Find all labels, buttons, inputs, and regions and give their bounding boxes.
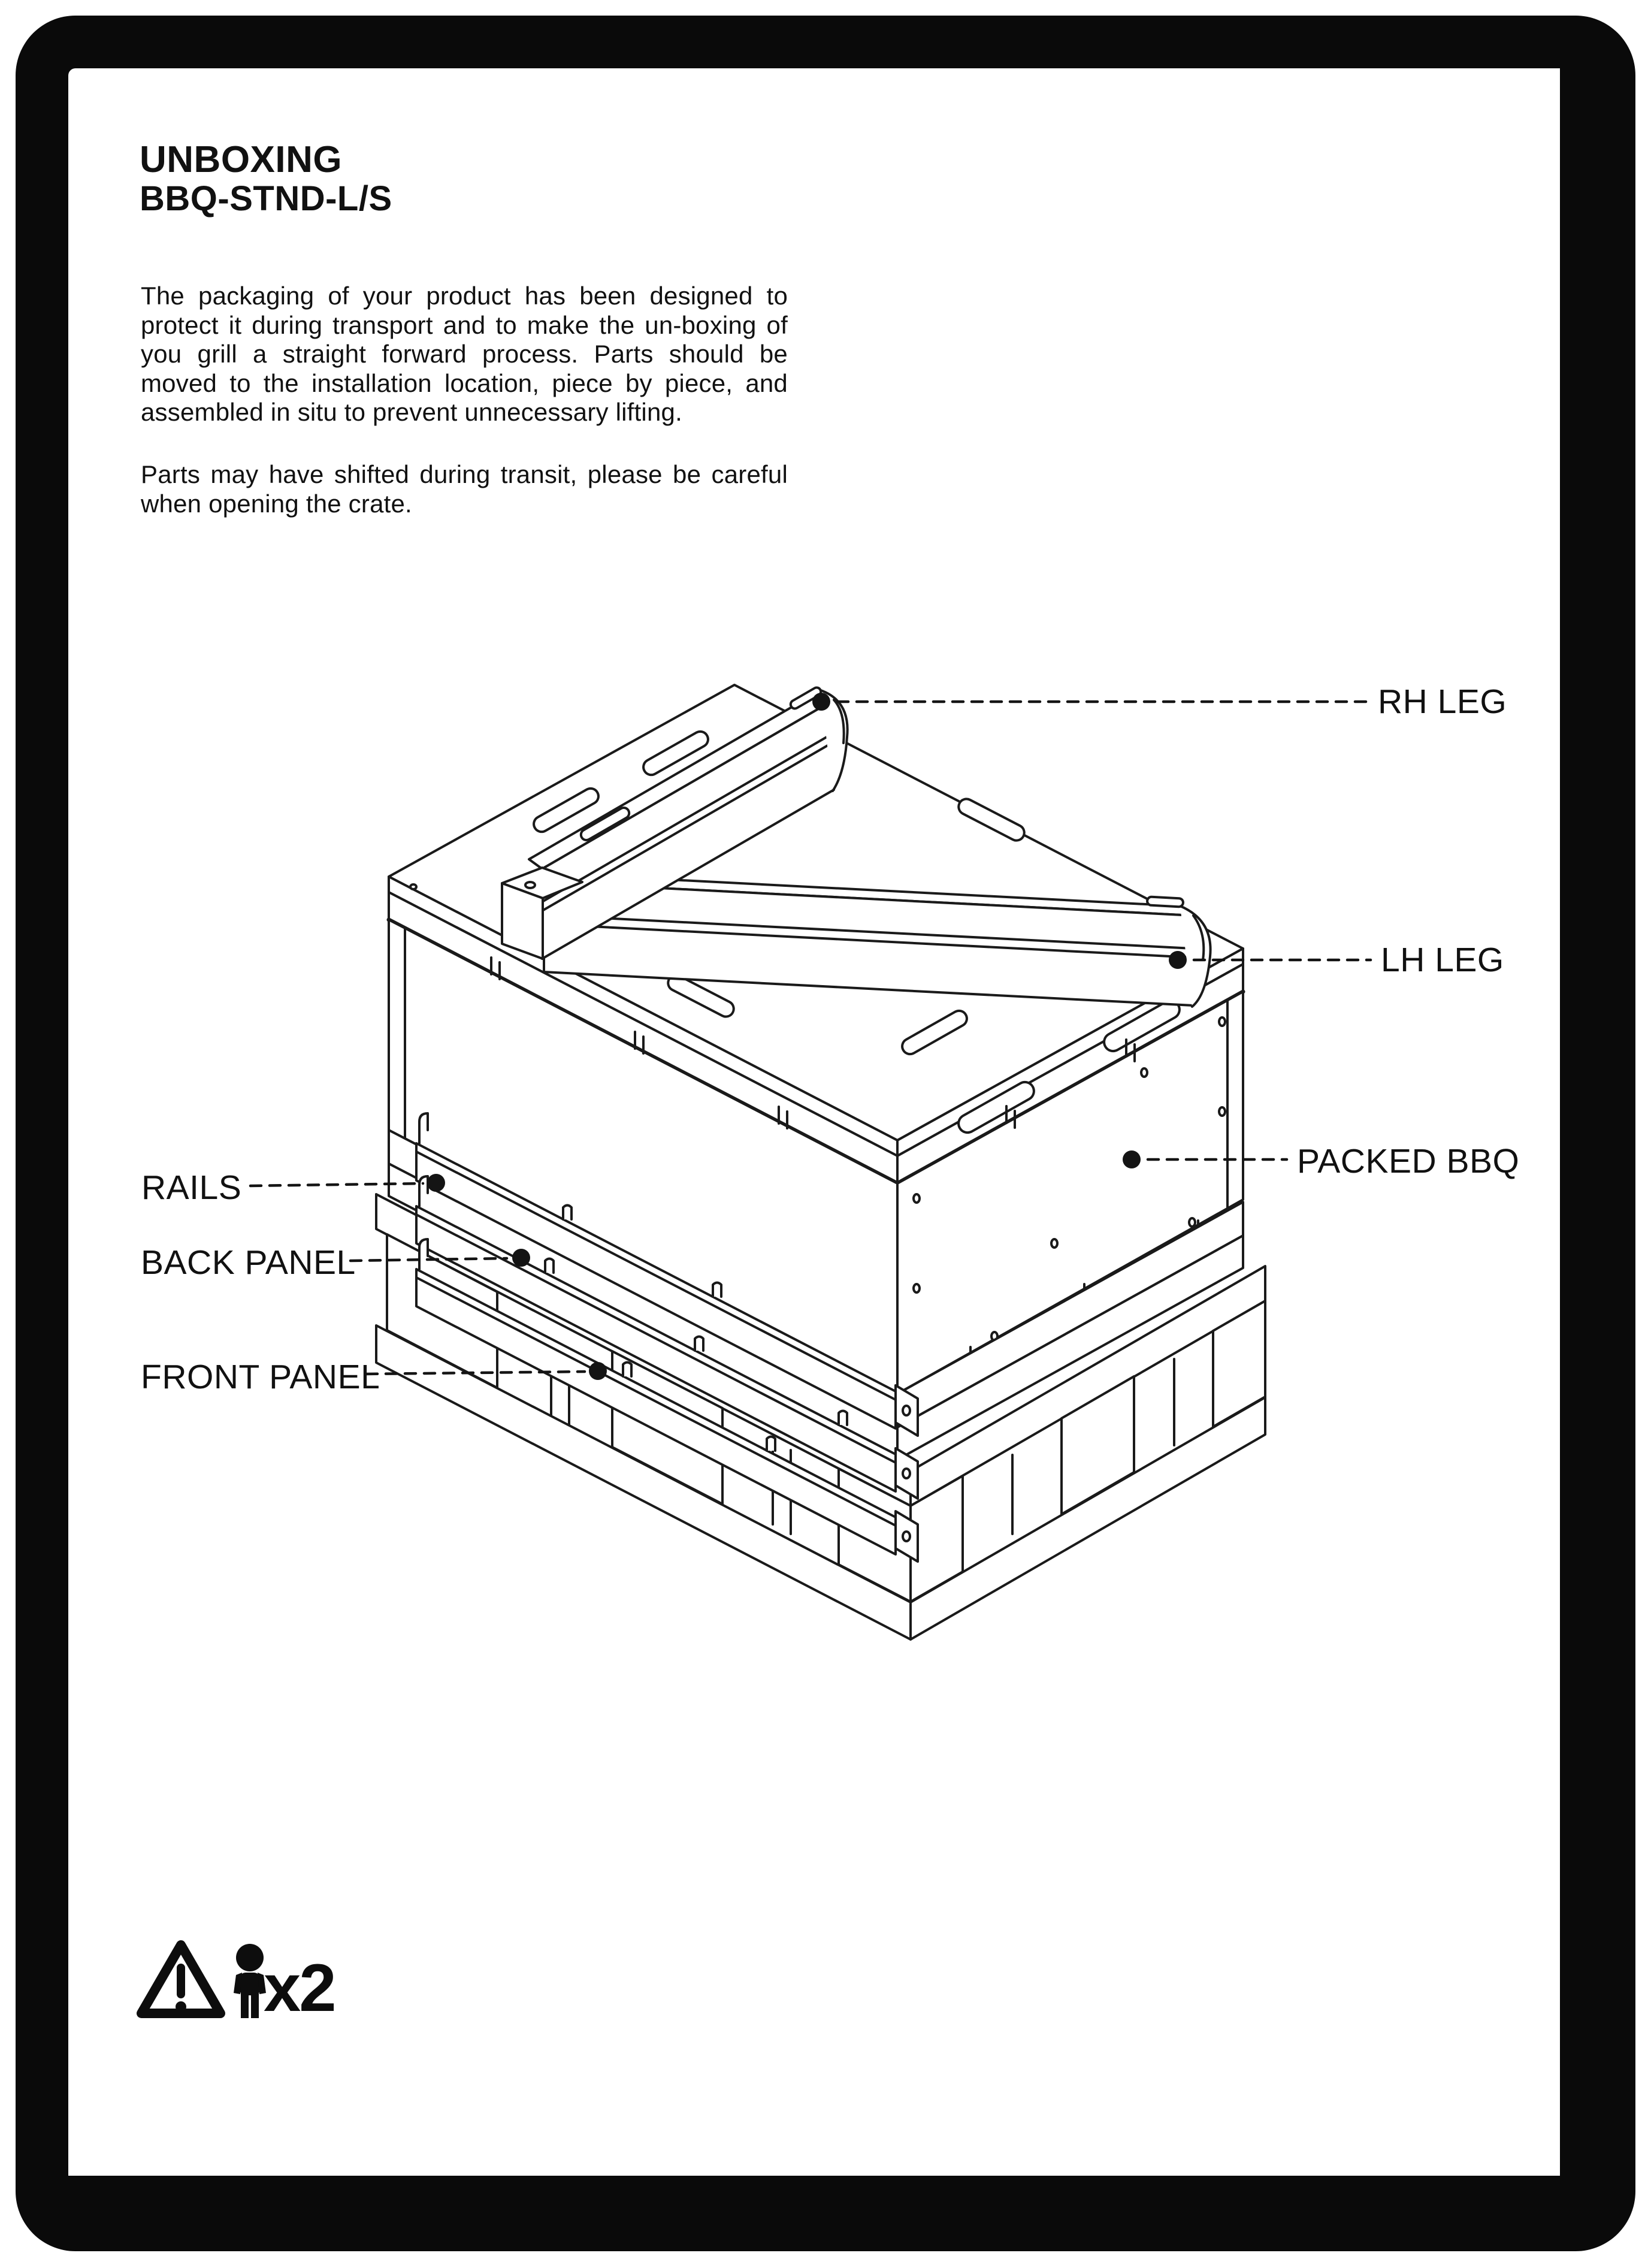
callout-label-lh-leg: LH LEG [1381, 941, 1504, 979]
intro-paragraph: The packaging of your product has been designed to protect it during transport and to make the un-boxing of you grill a straight forward process. Parts should be moved to the installation location, piece by piece, and assembled in situ to prevent unnecessary lifting. [141, 282, 788, 426]
callout-label-rh-leg: RH LEG [1378, 682, 1507, 721]
callout-label-front-panel: FRONT PANEL [141, 1358, 380, 1396]
warning-triangle-icon [141, 1945, 220, 2013]
caution-paragraph: Parts may have shifted during transit, please be careful when opening the crate. [141, 460, 788, 518]
callout-label-back-panel: BACK PANEL [141, 1243, 356, 1282]
page-title: UNBOXING [140, 139, 343, 180]
callout-label-rails: RAILS [141, 1168, 242, 1207]
person-count-label: x2 [264, 1950, 335, 2025]
page-subtitle: BBQ-STND-L/S [140, 179, 392, 218]
person-icon [234, 1944, 266, 2018]
callout-label-packed-bbq: PACKED BBQ [1297, 1142, 1520, 1180]
